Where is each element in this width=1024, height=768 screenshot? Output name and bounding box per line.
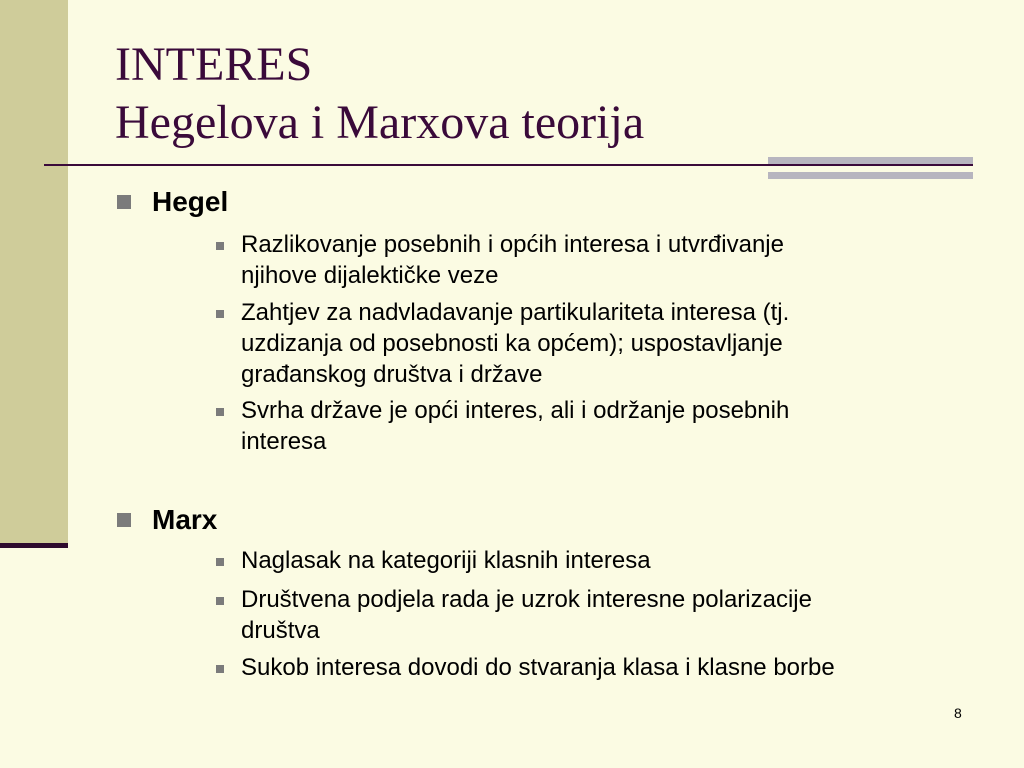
small-square-bullet-icon <box>216 242 224 250</box>
small-square-bullet-icon <box>216 558 224 566</box>
square-bullet-icon <box>117 513 131 527</box>
section-heading: Hegel <box>152 186 229 217</box>
title-line-1: INTERES <box>115 38 313 91</box>
list-item <box>241 297 961 390</box>
decorative-bar-bottom <box>768 172 973 179</box>
list-item-line: uzdizanja od posebnosti ka općem); uspostavljanje <box>241 330 783 357</box>
section-heading: Marx <box>152 504 218 535</box>
list-item-line: građanskog društva i države <box>241 361 543 388</box>
small-square-bullet-icon <box>216 408 224 416</box>
list-item <box>241 652 961 683</box>
left-band-rule <box>0 543 68 548</box>
decorative-bar-top <box>768 157 973 164</box>
small-square-bullet-icon <box>216 310 224 318</box>
small-square-bullet-icon <box>216 597 224 605</box>
small-square-bullet-icon <box>216 665 224 673</box>
list-item <box>241 229 961 291</box>
slide-title <box>115 36 644 152</box>
list-item <box>241 545 961 576</box>
list-item-line: Svrha države je opći interes, ali i održanje posebnih <box>241 397 790 424</box>
page-number: 8 <box>954 705 962 721</box>
list-item <box>241 395 961 457</box>
list-item-line: Sukob interesa dovodi do stvaranja klasa i klasne borbe <box>241 654 835 681</box>
list-item-line: interesa <box>241 428 327 455</box>
list-item-line: društva <box>241 617 320 644</box>
list-item-line: Društvena podjela rada je uzrok interesne polarizacije <box>241 586 812 613</box>
list-item-line: Razlikovanje posebnih i općih interesa i utvrđivanje <box>241 231 784 258</box>
title-divider <box>44 164 973 166</box>
list-item <box>241 584 961 646</box>
title-line-2: Hegelova i Marxova teorija <box>115 96 645 149</box>
list-item-line: Naglasak na kategoriji klasnih interesa <box>241 547 651 574</box>
left-decorative-band <box>0 0 68 543</box>
list-item-line: Zahtjev za nadvladavanje partikulariteta interesa (tj. <box>241 299 790 326</box>
list-item-line: njihove dijalektičke veze <box>241 262 499 289</box>
square-bullet-icon <box>117 195 131 209</box>
